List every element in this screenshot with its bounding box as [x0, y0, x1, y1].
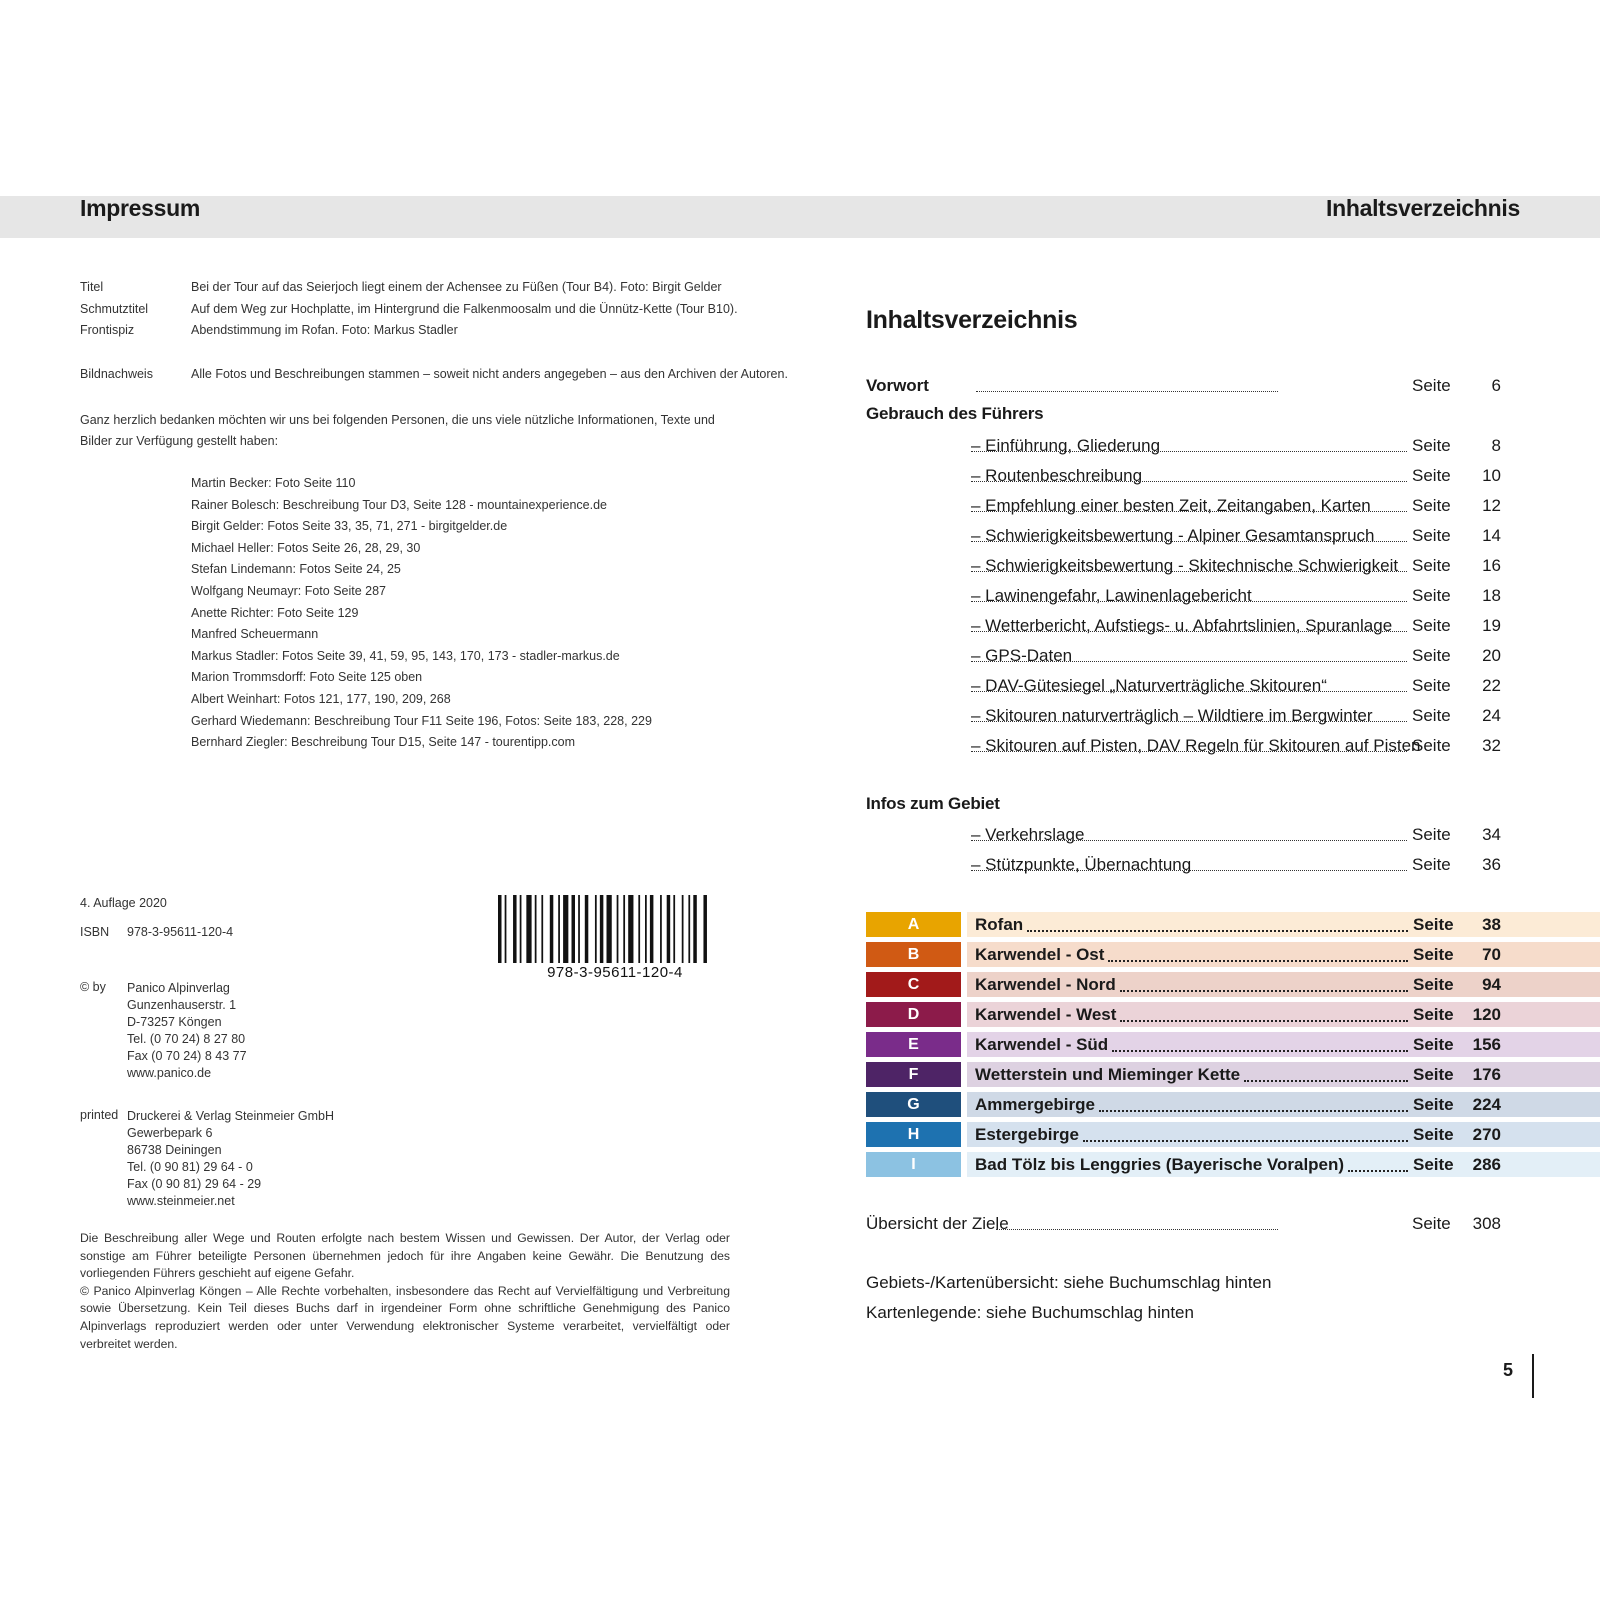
- impressum-key: Frontispiz: [80, 323, 135, 337]
- region-letter-badge: H: [866, 1122, 961, 1147]
- toc-heading-gebrauch: Gebrauch des Führers: [866, 404, 1044, 423]
- thanks-paragraph: Ganz herzlich bedanken möchten wir uns bei folgenden Personen, die uns viele nützliche Informationen, Texte und Bilder zur Verfügung gestellt haben:: [80, 413, 715, 448]
- leader-dots: [1099, 1110, 1408, 1112]
- region-name: Karwendel - West: [975, 1005, 1117, 1024]
- region-name: Rofan: [975, 915, 1024, 934]
- credit-item: Martin Becker: Foto Seite 110: [191, 476, 356, 490]
- toc-heading-infos: Infos zum Gebiet: [866, 794, 1000, 813]
- isbn-value: 978-3-95611-120-4: [127, 925, 234, 939]
- leader-dots: [1120, 990, 1408, 992]
- leader-dots: [971, 601, 1407, 602]
- barcode-bar: [498, 895, 502, 963]
- region-name: Karwendel - Süd: [975, 1035, 1109, 1054]
- page-number: 70: [1482, 945, 1501, 964]
- leader-dots: [971, 511, 1407, 512]
- region-name: Karwendel - Ost: [975, 945, 1105, 964]
- impressum-value: Auf dem Weg zur Hochplatte, im Hintergrund die Falkenmoosalm und die Ünnütz-Kette (Tour B10).: [191, 302, 738, 316]
- address-line: Druckerei & Verlag Steinmeier GmbH: [127, 1109, 335, 1123]
- region-name: Karwendel - Nord: [975, 975, 1116, 994]
- page-number: 10: [1482, 466, 1501, 485]
- page-number: 156: [1472, 1035, 1501, 1054]
- toc-entry-label: – Empfehlung einer besten Zeit, Zeitangaben, Karten: [971, 494, 1373, 518]
- address-line: Fax (0 70 24) 8 43 77: [127, 1049, 247, 1063]
- barcode-bar: [550, 895, 554, 963]
- barcode-bar: [682, 895, 684, 963]
- leader-dots: [1027, 930, 1408, 932]
- address-line: 86738 Deiningen: [127, 1143, 222, 1157]
- credit-item: Bernhard Ziegler: Beschreibung Tour D15, Seite 147 - tourentipp.com: [191, 735, 576, 750]
- toc-entry[interactable]: [971, 644, 1506, 668]
- toc-entry[interactable]: [971, 464, 1506, 488]
- toc-entry[interactable]: [971, 674, 1506, 698]
- leader-dots: [1348, 1170, 1408, 1172]
- leader-dots: [996, 1229, 1278, 1230]
- page-number-rule: [1532, 1354, 1534, 1398]
- barcode-bar: [688, 895, 690, 963]
- address-line: www.steinmeier.net: [127, 1194, 235, 1208]
- leader-dots: [971, 721, 1407, 722]
- seite-label: Seite: [1412, 646, 1451, 665]
- leader-dots: [971, 751, 1407, 752]
- disclaimer: [80, 1230, 730, 1353]
- seite-label: Seite: [1412, 466, 1451, 485]
- seite-label: Seite: [1412, 736, 1451, 755]
- toc-entry[interactable]: [971, 734, 1506, 758]
- toc-entry-label: – DAV-Gütesiegel „Naturverträgliche Skitouren“: [971, 674, 1329, 698]
- leader-dots: [1083, 1140, 1408, 1142]
- toc-entry[interactable]: [971, 494, 1506, 518]
- seite-label: Seite: [1412, 1214, 1451, 1233]
- barcode-bar: [638, 895, 640, 963]
- region-row[interactable]: [866, 1122, 1600, 1147]
- page-number: 36: [1482, 855, 1501, 874]
- toc-entry-label: – GPS-Daten: [971, 644, 1074, 668]
- toc-entry-label: Übersicht der Ziele: [866, 1212, 1011, 1236]
- barcode-bar: [526, 895, 531, 963]
- leader-dots: [971, 661, 1407, 662]
- page-number: 308: [1472, 1214, 1501, 1233]
- seite-label: Seite: [1413, 915, 1454, 934]
- region-band: [967, 912, 1600, 937]
- barcode-bar: [563, 895, 568, 963]
- copyright-address: [127, 980, 247, 1082]
- seite-label: Seite: [1413, 945, 1454, 964]
- seite-label: Seite: [1413, 1065, 1454, 1084]
- impressum-key: Bildnachweis: [80, 367, 153, 381]
- credit-item: Markus Stadler: Fotos Seite 39, 41, 59, 95, 143, 170, 173 - stadler-markus.de: [191, 648, 620, 663]
- note-gebietsuebersicht: Gebiets-/Kartenübersicht: siehe Buchumschlag hinten: [866, 1273, 1272, 1292]
- barcode-bar: [513, 895, 517, 963]
- credit-item: Stefan Lindemann: Fotos Seite 24, 25: [191, 562, 401, 577]
- barcode-bar: [595, 895, 597, 963]
- impressum-value: Abendstimmung im Rofan. Foto: Markus Stadler: [191, 323, 458, 337]
- barcode-bar: [650, 895, 654, 963]
- barcode-bar: [572, 895, 576, 963]
- toc-entry[interactable]: [971, 823, 1506, 847]
- barcode-bar: [535, 895, 537, 963]
- toc-entry-label: – Routenbeschreibung: [971, 464, 1144, 488]
- page-number-footer: 5: [1503, 1360, 1514, 1380]
- impressum-key: Titel: [80, 280, 104, 294]
- page-number: 94: [1482, 975, 1501, 994]
- region-row[interactable]: [866, 1092, 1600, 1117]
- credit-item: Anette Richter: Foto Seite 129: [191, 605, 359, 620]
- toc-entry[interactable]: [971, 554, 1506, 578]
- toc-entry-label: – Einführung, Gliederung: [971, 434, 1162, 458]
- region-letter-badge: G: [866, 1092, 961, 1117]
- isbn-label: ISBN: [80, 925, 110, 939]
- page-number: 38: [1482, 915, 1501, 934]
- page-number: 176: [1472, 1065, 1501, 1084]
- barcode-bar: [667, 895, 671, 963]
- toc-entry[interactable]: [971, 434, 1506, 458]
- address-line: Panico Alpinverlag: [127, 981, 230, 995]
- region-letter-badge: E: [866, 1032, 961, 1057]
- page-number: 286: [1472, 1155, 1501, 1174]
- region-letter-badge: D: [866, 1002, 961, 1027]
- toc-title: Inhaltsverzeichnis: [866, 306, 1078, 334]
- credit-item: Gerhard Wiedemann: Beschreibung Tour F11 Seite 196, Fotos: Seite 183, 228, 229: [191, 713, 652, 728]
- address-line: Fax (0 90 81) 29 64 - 29: [127, 1177, 262, 1191]
- seite-label: Seite: [1412, 586, 1451, 605]
- disclaimer-paragraph: © Panico Alpinverlag Köngen – Alle Rechte vorbehalten, insbesondere das Recht auf Vervielfältigung und Verbreitung sowie Übersetzung. Kein Teil dieses Buchs darf in irgendeiner Form ohne schriftliche Genehmigung des Panico Alpinverlags reproduziert werden oder unter Verwendung elektronischer Systeme verarbeitet, vervielfältigt oder verbreitet werden.: [80, 1283, 730, 1351]
- credit-item: Wolfgang Neumayr: Foto Seite 287: [191, 583, 387, 598]
- barcode-bar: [673, 895, 675, 963]
- leader-dots: [1244, 1080, 1408, 1082]
- leader-dots: [971, 870, 1407, 871]
- region-letter-badge: I: [866, 1152, 961, 1177]
- seite-label: Seite: [1413, 975, 1454, 994]
- toc-entry-label: – Skitouren naturverträglich – Wildtiere im Bergwinter: [971, 704, 1375, 728]
- edition: 4. Auflage 2020: [80, 896, 167, 910]
- seite-label: Seite: [1413, 1005, 1454, 1024]
- page-title-inhaltsverzeichnis: Inhaltsverzeichnis: [1325, 195, 1520, 221]
- barcode-bar: [623, 895, 625, 963]
- region-name: Ammergebirge: [975, 1095, 1095, 1114]
- barcode: [498, 895, 732, 963]
- region-name: Bad Tölz bis Lenggries (Bayerische Voralpen): [975, 1155, 1345, 1174]
- note-kartenlegende: Kartenlegende: siehe Buchumschlag hinten: [866, 1303, 1194, 1322]
- toc-entry-uebersicht[interactable]: [866, 1212, 1506, 1236]
- region-row[interactable]: [866, 942, 1600, 967]
- credit-item: Marion Trommsdorff: Foto Seite 125 oben: [191, 670, 423, 685]
- barcode-bar: [660, 895, 662, 963]
- seite-label: Seite: [1412, 556, 1451, 575]
- leader-dots: [971, 481, 1407, 482]
- impressum-value: Bei der Tour auf das Seierjoch liegt einem der Achensee zu Füßen (Tour B4). Foto: Birgit Gelder: [191, 280, 722, 294]
- seite-label: Seite: [1413, 1095, 1454, 1114]
- toc-entry-label: – Schwierigkeitsbewertung - Skitechnische Schwierigkeit: [971, 554, 1400, 578]
- toc-entry[interactable]: [971, 584, 1506, 608]
- page-number: 14: [1482, 526, 1501, 545]
- toc-entry[interactable]: [971, 614, 1506, 638]
- address-line: Gunzenhauserstr. 1: [127, 998, 237, 1012]
- region-name: Estergebirge: [975, 1125, 1079, 1144]
- printed-address: [127, 1108, 334, 1210]
- address-line: Gewerbepark 6: [127, 1126, 213, 1140]
- address-line: www.panico.de: [127, 1066, 212, 1080]
- leader-dots: [1120, 1020, 1408, 1022]
- page-number: 8: [1491, 436, 1501, 455]
- page-number: 34: [1482, 825, 1501, 844]
- page-number: 22: [1482, 676, 1501, 695]
- page-number: 24: [1482, 706, 1501, 725]
- seite-label: Seite: [1412, 496, 1451, 515]
- credit-item: Rainer Bolesch: Beschreibung Tour D3, Seite 128 - mountainexperience.de: [191, 497, 607, 512]
- impressum-key: Schmutztitel: [80, 302, 149, 316]
- seite-label: Seite: [1412, 526, 1451, 545]
- address-line: D-73257 Köngen: [127, 1015, 222, 1029]
- barcode-bar: [645, 895, 647, 963]
- seite-label: Seite: [1412, 676, 1451, 695]
- leader-dots: [1108, 960, 1408, 962]
- page-number: 20: [1482, 646, 1501, 665]
- region-letter-badge: C: [866, 972, 961, 997]
- toc-entry-label: – Schwierigkeitsbewertung - Alpiner Gesamtanspruch: [971, 524, 1376, 548]
- leader-dots: [971, 691, 1407, 692]
- leader-dots: [971, 631, 1407, 632]
- toc-entry-label: – Wetterbericht, Aufstiegs- u. Abfahrtslinien, Spuranlage: [971, 614, 1394, 638]
- region-letter-badge: A: [866, 912, 961, 937]
- leader-dots: [971, 571, 1407, 572]
- barcode-bar: [628, 895, 633, 963]
- barcode-bar: [505, 895, 507, 963]
- page-number: 32: [1482, 736, 1501, 755]
- barcode-number: 978-3-95611-120-4: [547, 964, 683, 981]
- credit-item: Albert Weinhart: Fotos 121, 177, 190, 209, 268: [191, 691, 451, 706]
- seite-label: Seite: [1412, 436, 1451, 455]
- seite-label: Seite: [1412, 706, 1451, 725]
- credits-list: [191, 473, 652, 754]
- toc-entry-label: – Stützpunkte, Übernachtung: [971, 853, 1193, 877]
- copyright-label: © by: [80, 980, 106, 994]
- credit-item: Birgit Gelder: Fotos Seite 33, 35, 71, 271 - birgitgelder.de: [191, 519, 508, 534]
- page-number: 6: [1491, 376, 1501, 395]
- toc-entry[interactable]: [971, 704, 1506, 728]
- barcode-bar: [703, 895, 707, 963]
- region-row[interactable]: [866, 972, 1600, 997]
- seite-label: Seite: [1412, 376, 1451, 395]
- barcode-bar: [607, 895, 612, 963]
- leader-dots: [971, 840, 1407, 841]
- region-name: Wetterstein und Mieminger Kette: [975, 1065, 1241, 1084]
- toc-entry-vorwort[interactable]: [866, 374, 1506, 398]
- toc-entry-label: Vorwort: [866, 374, 931, 398]
- leader-dots: [971, 451, 1407, 452]
- credit-item: Michael Heller: Fotos Seite 26, 28, 29, 30: [191, 540, 421, 555]
- disclaimer-paragraph: Die Beschreibung aller Wege und Routen erfolgte nach bestem Wissen und Gewissen. Der Autor, der Verlag oder sonstige am Führer beteiligte Personen übernehmen jedoch für ihre Angaben keine Gewähr. Die Benutzung des vorliegenden Führers geschieht auf eigene Gefahr.: [80, 1231, 730, 1281]
- region-row[interactable]: [866, 1002, 1600, 1027]
- seite-label: Seite: [1412, 616, 1451, 635]
- barcode-bar: [541, 895, 543, 963]
- impressum-value: Alle Fotos und Beschreibungen stammen – soweit nicht anders angegeben – aus den Archiven der Autoren.: [191, 367, 788, 381]
- seite-label: Seite: [1413, 1155, 1454, 1174]
- page-number: 18: [1482, 586, 1501, 605]
- barcode-bar: [585, 895, 589, 963]
- page-number: 120: [1472, 1005, 1501, 1024]
- toc-entry[interactable]: [971, 853, 1506, 877]
- page-number: 224: [1472, 1095, 1501, 1114]
- seite-label: Seite: [1413, 1125, 1454, 1144]
- address-line: Tel. (0 70 24) 8 27 80: [127, 1032, 246, 1046]
- barcode-bar: [617, 895, 619, 963]
- printed-label: printed: [80, 1108, 119, 1122]
- page-number: 12: [1482, 496, 1501, 515]
- region-row[interactable]: [866, 1152, 1600, 1177]
- page-number: 270: [1472, 1125, 1501, 1144]
- toc-entry-label: – Skitouren auf Pisten, DAV Regeln für Skitouren auf Pisten: [971, 734, 1423, 758]
- page-number: 19: [1482, 616, 1501, 635]
- region-letter-badge: F: [866, 1062, 961, 1087]
- toc-entry-label: – Lawinengefahr, Lawinenlagebericht: [971, 584, 1254, 608]
- leader-dots: [1112, 1050, 1408, 1052]
- page-title-impressum: Impressum: [80, 195, 201, 221]
- barcode-bar: [520, 895, 522, 963]
- barcode-bar: [693, 895, 697, 963]
- toc-entry-label: – Verkehrslage: [971, 823, 1086, 847]
- credit-item: Manfred Scheuermann: [191, 627, 319, 642]
- barcode-bar: [578, 895, 580, 963]
- barcode-bar: [558, 895, 560, 963]
- leader-dots: [976, 391, 1278, 392]
- address-line: Tel. (0 90 81) 29 64 - 0: [127, 1160, 253, 1174]
- region-row[interactable]: [866, 912, 1600, 937]
- region-row[interactable]: [866, 1032, 1600, 1057]
- seite-label: Seite: [1412, 855, 1451, 874]
- region-letter-badge: B: [866, 942, 961, 967]
- toc-entry[interactable]: [971, 524, 1506, 548]
- barcode-bar: [600, 895, 604, 963]
- seite-label: Seite: [1413, 1035, 1454, 1054]
- page-number: 16: [1482, 556, 1501, 575]
- region-row[interactable]: [866, 1062, 1600, 1087]
- seite-label: Seite: [1412, 825, 1451, 844]
- leader-dots: [971, 541, 1407, 542]
